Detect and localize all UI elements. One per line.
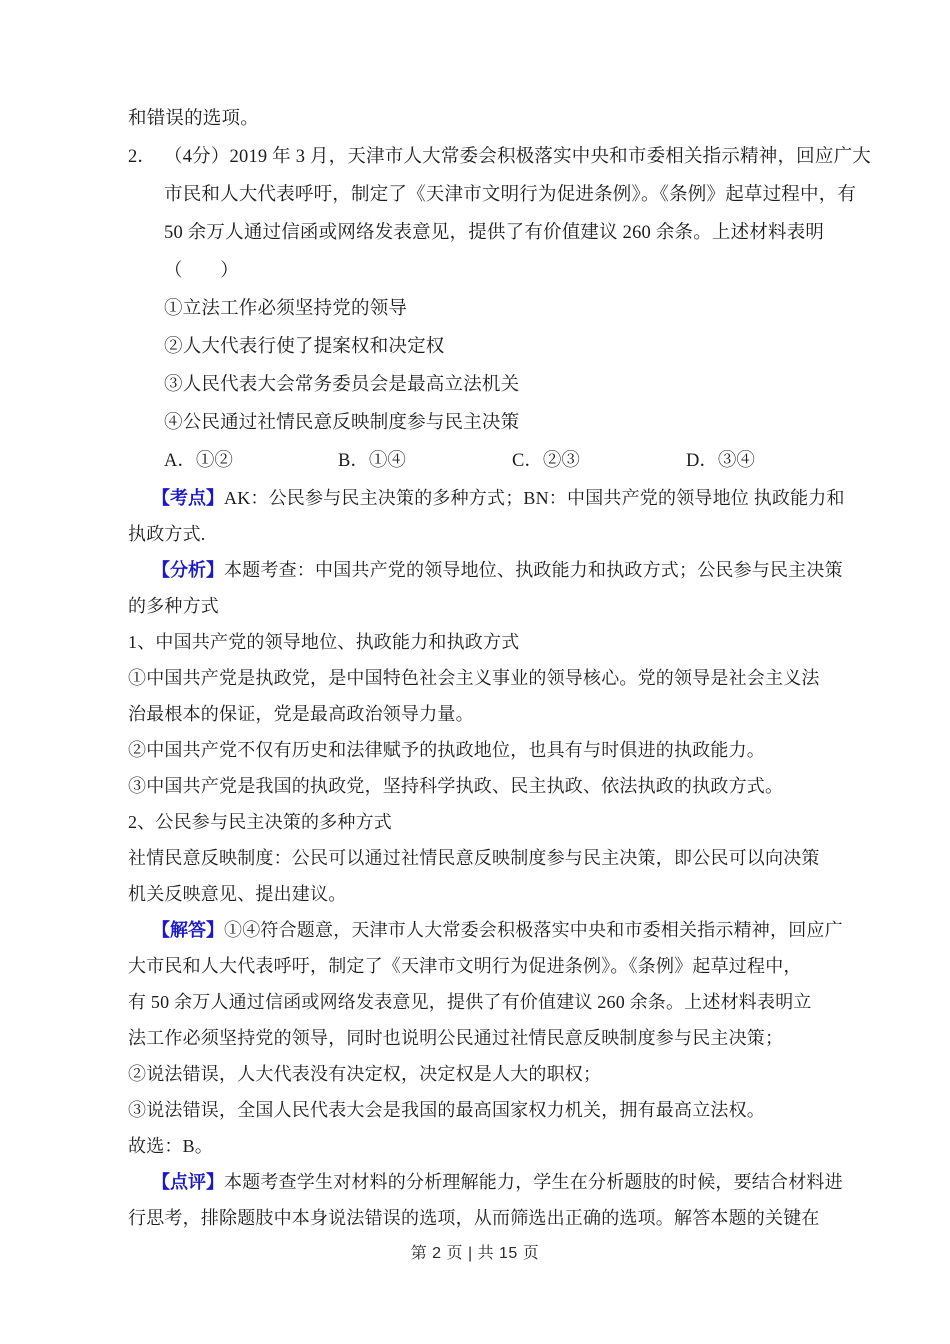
question-answer-blank: （ ） [164, 261, 239, 281]
dianping-first-line [128, 1164, 843, 1200]
question-number: 2． [128, 147, 156, 167]
choice-text-c: ②③ [542, 451, 580, 471]
fenxi-body-line: 1、中国共产党的领导地位、执政能力和执政方式 [128, 632, 520, 652]
fenxi-body-line: 2、公民参与民主决策的多种方式 [128, 812, 392, 832]
dianping-line: 行思考，排除题肢中本身说法错误的选项，从而筛选出正确的选项。解答本题的关键在 [128, 1208, 820, 1228]
fenxi-line: 的多种方式 [128, 596, 219, 616]
jieda-line: 大市民和人大代表呼吁，制定了《天津市文明行为促进条例》。《条例》起草过程中， [128, 956, 802, 976]
question-stem-line: 市民和人大代表呼吁，制定了《天津市文明行为促进条例》。《条例》起草过程中，有 [164, 185, 857, 205]
document-body [128, 100, 871, 1236]
kaodian-first-line [128, 480, 845, 516]
question-statement: ①立法工作必须坚持党的领导 [164, 299, 408, 319]
jieda-tag: 【解答】 [152, 920, 224, 940]
choice-option-b[interactable] [338, 442, 512, 480]
choice-label-b: B． [338, 451, 369, 471]
fenxi-body-line: ③中国共产党是我国的执政党，坚持科学执政、民主执政、依法执政的执政方式。 [128, 776, 784, 796]
fenxi-body-line: ①中国共产党是执政党，是中国特色社会主义事业的领导核心。党的领导是社会主义法 [128, 668, 820, 688]
jieda-final-answer: 故选：B。 [128, 1136, 214, 1156]
dianping-section [128, 1164, 843, 1236]
choice-text-a: ①② [195, 451, 233, 471]
jieda-line: 有 50 余万人通过信函或网络发表意见，提供了有价值建议 260 余条。上述材料表明立 [128, 992, 812, 1012]
choice-option-c[interactable] [512, 442, 686, 480]
choice-label-d: D． [686, 451, 718, 471]
question-block [128, 138, 871, 480]
dianping-tag: 【点评】 [152, 1172, 224, 1192]
choice-option-a[interactable] [164, 442, 338, 480]
kaodian-line: 执政方式. [128, 524, 206, 544]
fenxi-body-line: ②中国共产党不仅有历史和法律赋予的执政地位，也具有与时俱进的执政能力。 [128, 740, 765, 760]
choice-text-b: ①④ [368, 451, 406, 471]
fenxi-body-line: 机关反映意见、提出建议。 [128, 884, 347, 904]
jieda-line: ③说法错误，全国人民代表大会是我国的最高国家权力机关，拥有最高立法权。 [128, 1100, 765, 1120]
kaodian-section [128, 480, 845, 552]
page-footer: 第 2 页 | 共 15 页 [410, 1245, 540, 1262]
choice-text-d: ③④ [717, 451, 755, 471]
choice-label-a: A． [164, 451, 196, 471]
jieda-line: 法工作必须坚持党的领导，同时也说明公民通过社情民意反映制度参与民主决策； [128, 1028, 784, 1048]
fenxi-body-line: 社情民意反映制度：公民可以通过社情民意反映制度参与民主决策，即公民可以向决策 [128, 848, 820, 868]
continued-text-line: 和错误的选项。 [128, 109, 259, 129]
kaodian-tag: 【考点】 [152, 488, 224, 508]
question-stem-line: （4分）2019 年 3 月，天津市人大常委会积极落实中央和市委相关指示精神，回应广大 [164, 147, 871, 167]
choice-label-c: C． [512, 451, 543, 471]
choice-option-d[interactable] [686, 442, 860, 480]
question-statement: ②人大代表行使了提案权和决定权 [164, 337, 445, 357]
kaodian-text: AK：公民参与民主决策的多种方式；BN：中国共产党的领导地位 执政能力和 [224, 488, 845, 508]
fenxi-tag: 【分析】 [152, 560, 224, 580]
dianping-text: 本题考查学生对材料的分析理解能力，学生在分析题肢的时候，要结合材料进 [224, 1172, 843, 1192]
fenxi-first-line [128, 552, 843, 588]
fenxi-section [128, 552, 843, 912]
question-statement: ③人民代表大会常务委员会是最高立法机关 [164, 375, 520, 395]
fenxi-body-line: 治最根本的保证，党是最高政治领导力量。 [128, 704, 474, 724]
question-stem-line: 50 余万人通过信函或网络发表意见，提供了有价值建议 260 余条。上述材料表明 [164, 223, 825, 243]
choice-row [164, 442, 824, 480]
question-statement: ④公民通过社情民意反映制度参与民主决策 [164, 413, 520, 433]
jieda-text: ①④符合题意，天津市人大常委会积极落实中央和市委相关指示精神，回应广 [224, 920, 843, 940]
jieda-line: ②说法错误，人大代表没有决定权，决定权是人大的职权； [128, 1064, 602, 1084]
fenxi-text: 本题考查：中国共产党的领导地位、执政能力和执政方式；公民参与民主决策 [224, 560, 843, 580]
jieda-first-line [128, 912, 843, 948]
jieda-section [128, 912, 843, 1164]
